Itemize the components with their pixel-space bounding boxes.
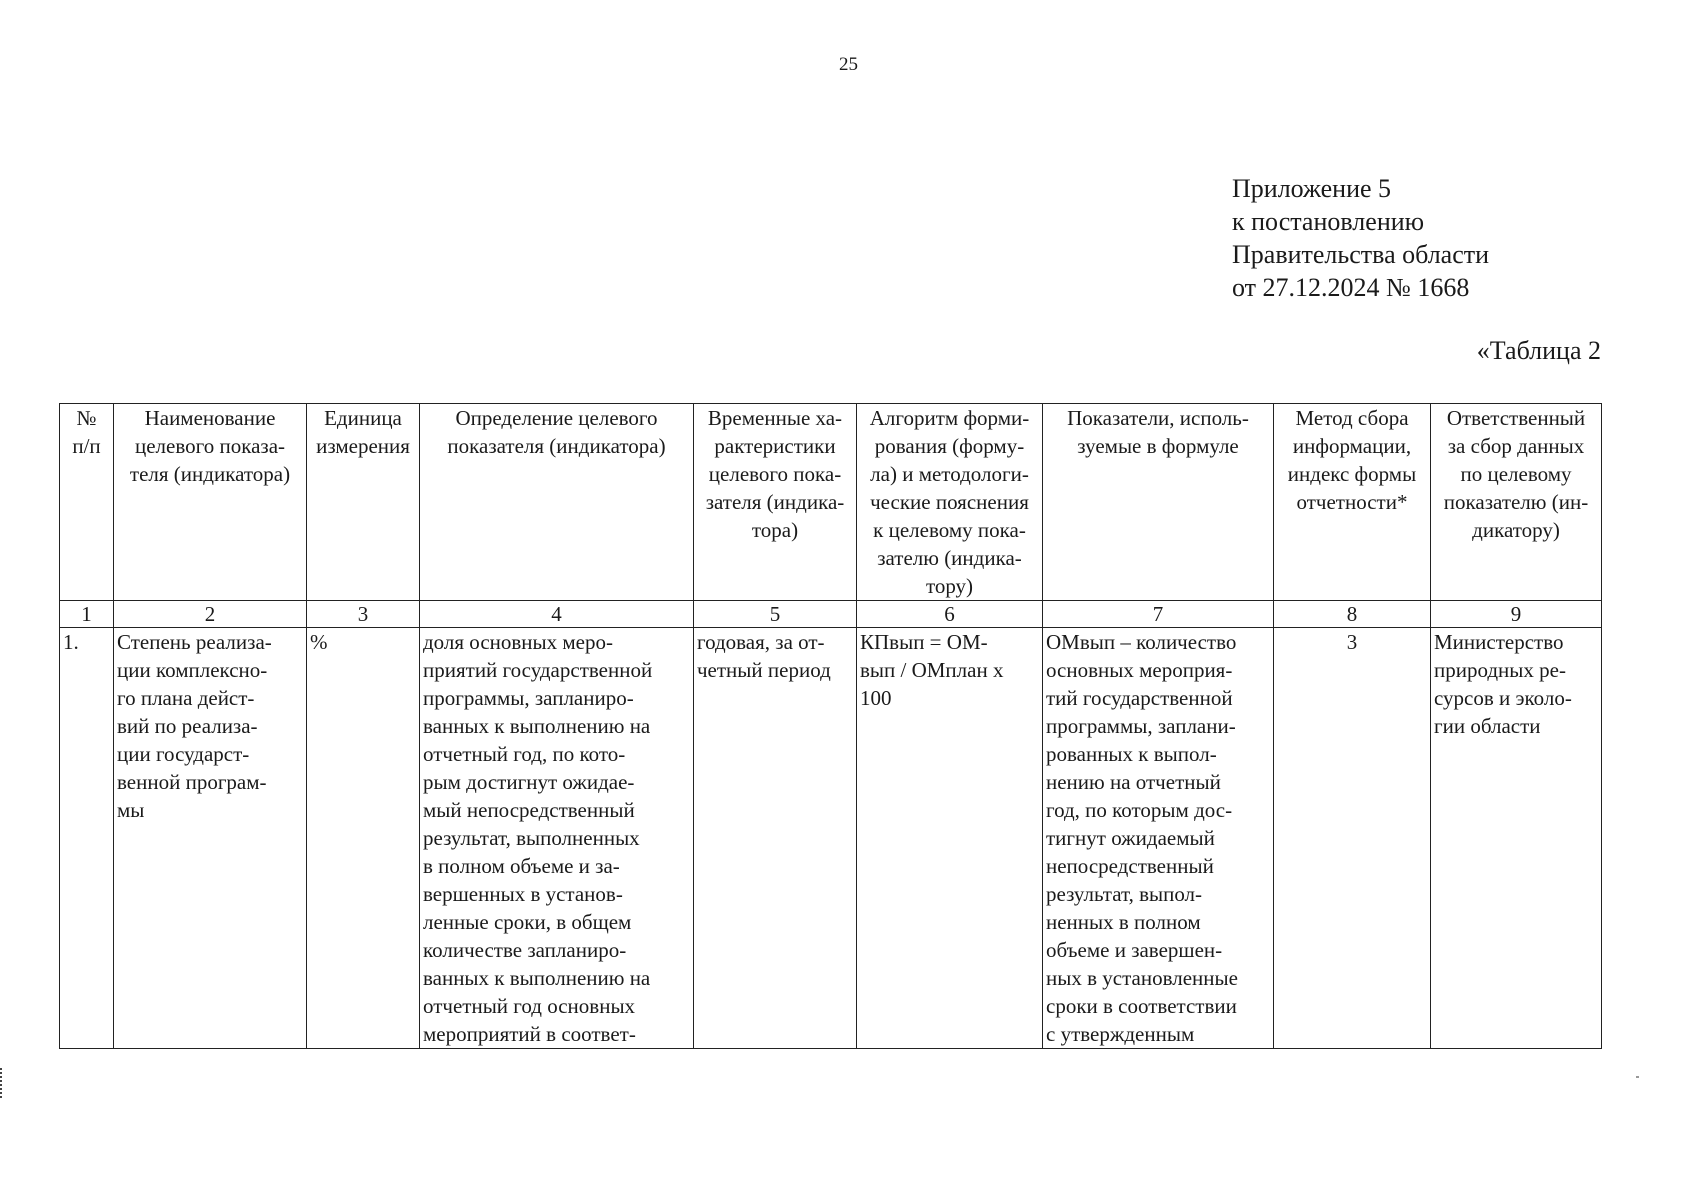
- cell-time-characteristics: годовая, за от- четный период: [694, 628, 857, 1049]
- table-caption: «Таблица 2: [1476, 336, 1601, 365]
- cell-collection-method: 3: [1274, 628, 1431, 1049]
- column-number-cell: 3: [307, 601, 420, 628]
- cell-formula-indicators: ОМвып – количество основных мероприя- тий государственной программы, заплани- рованных к выпол- нению на отчетный год, по которым дос- тигнут ожидаемый непосредственный результат, выпол- ненных в полном объеме и завершен- ных в установленные сроки в соответствии с утвержденным: [1043, 628, 1274, 1049]
- page-number: 25: [839, 54, 858, 75]
- table-row: [60, 628, 1602, 1049]
- column-number-cell: 1: [60, 601, 114, 628]
- column-number-cell: 2: [114, 601, 307, 628]
- header-cell-number: № п/п: [60, 404, 114, 601]
- header-cell-algorithm: Алгоритм форми- рования (форму- ла) и методологи- ческие пояснения к целевому пока- зателю (индика- тору): [857, 404, 1043, 601]
- header-cell-indicator-name: Наименование целевого показа- теля (индикатора): [114, 404, 307, 601]
- column-number-cell: 6: [857, 601, 1043, 628]
- cell-definition: доля основных меро- приятий государственной программы, запланиро- ванных к выполнению на отчетный год, по кото- рым достигнут ожидае- мый непосредственный результат, выполненных в полном объеме и за- вершенных в установ- ленные сроки, в общем количестве запланиро- ванных к выполнению на отчетный год основных мероприятий в соответ-: [420, 628, 694, 1049]
- indicators-table: [59, 403, 1602, 1049]
- header-cell-formula-indicators: Показатели, исполь- зуемые в формуле: [1043, 404, 1274, 601]
- cell-responsible: Министерство природных ре- сурсов и эколо- гии области: [1431, 628, 1602, 1049]
- header-cell-time-characteristics: Временные ха- рактеристики целевого пока- зателя (индика- тора): [694, 404, 857, 601]
- column-number-cell: 7: [1043, 601, 1274, 628]
- column-number-cell: 5: [694, 601, 857, 628]
- header-cell-unit: Единица измерения: [307, 404, 420, 601]
- appendix-line: к постановлению: [1232, 207, 1425, 236]
- header-cell-collection-method: Метод сбора информации, индекс формы отчетности*: [1274, 404, 1431, 601]
- cell-unit: %: [307, 628, 420, 1049]
- header-cell-responsible: Ответственный за сбор данных по целевому показателю (ин- дикатору): [1431, 404, 1602, 601]
- column-number-cell: 8: [1274, 601, 1431, 628]
- header-cell-definition: Определение целевого показателя (индикатора): [420, 404, 694, 601]
- column-number-cell: 4: [420, 601, 694, 628]
- appendix-header: [1232, 172, 1489, 304]
- appendix-line: Правительства области: [1232, 240, 1490, 269]
- scan-margin-mark: [0, 1068, 5, 1098]
- table-header-row: [60, 404, 1602, 601]
- cell-indicator-name: Степень реализа- ции комплексно- го плана дейст- вий по реализа- ции государст- венной програм- мы: [114, 628, 307, 1049]
- appendix-line: от 27.12.2024 № 1668: [1232, 273, 1470, 302]
- appendix-line: Приложение 5: [1232, 174, 1392, 203]
- column-number-cell: 9: [1431, 601, 1602, 628]
- cell-algorithm: КПвып = ОМ- вып / ОМплан x 100: [857, 628, 1043, 1049]
- column-number-row: [60, 601, 1602, 628]
- scan-artifact-dot: [1636, 1076, 1639, 1078]
- cell-row-number: 1.: [60, 628, 114, 1049]
